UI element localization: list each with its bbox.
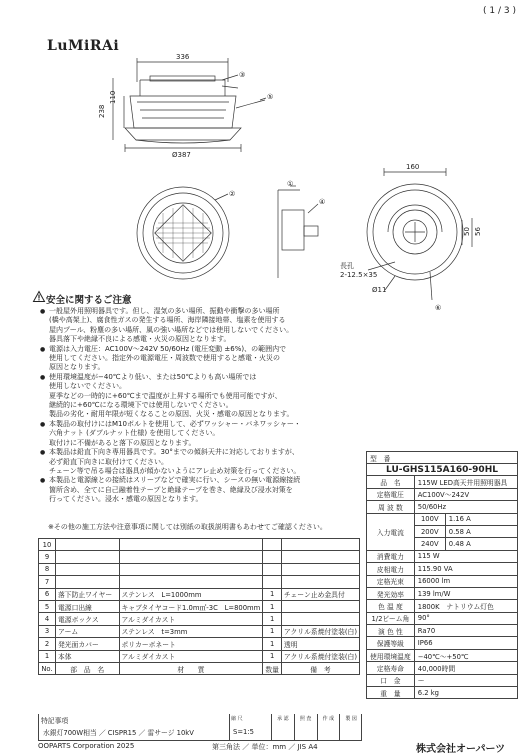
parts-qty: 1: [263, 638, 282, 650]
spec-key: 定格電圧: [367, 488, 415, 500]
parts-no: 5: [39, 600, 56, 612]
safety-line: 取付けに不備があると落下の原因となります。: [49, 438, 196, 447]
brand-logo: LuMiRAi: [47, 38, 120, 54]
spec-key: 品 名: [367, 476, 415, 488]
parts-row: [39, 650, 360, 662]
parts-mat: ステンレス L=1000mm: [119, 588, 263, 600]
parts-no: 1: [39, 650, 56, 662]
parts-name: 落下防止ワイヤー: [55, 588, 119, 600]
header-note: 備 考: [281, 662, 359, 674]
footer-standard: 第三角法 ／ 単位：mm ／ JIS A4: [212, 743, 318, 751]
safety-line: ● 本製品は鉛直下向き専用器具です。30°までの傾斜天井に対応しておりますが、: [40, 448, 360, 457]
spec-key: 皮相電力: [367, 563, 415, 575]
spec-key: 口 金: [367, 674, 415, 686]
parts-note: アクリル系焼付塗装(白): [281, 650, 359, 662]
parts-cell: [263, 563, 282, 575]
spec-value: −40℃〜+50℃: [414, 649, 517, 661]
parts-name: アーム: [55, 625, 119, 637]
parts-qty: 1: [263, 625, 282, 637]
spec-value: 40,000時間: [414, 662, 517, 674]
dim-50: 50: [463, 227, 471, 236]
parts-cell: [119, 563, 263, 575]
parts-qty: 1: [263, 650, 282, 662]
header-qty: 数量: [263, 662, 282, 674]
header-no: No.: [39, 662, 56, 674]
dim-336: 336: [176, 53, 190, 61]
parts-row: [39, 588, 360, 600]
parts-note: 透明: [281, 638, 359, 650]
parts-row: [39, 551, 360, 563]
spec-value: 115.90 VA: [414, 563, 517, 575]
safety-line: 使用してください。指定外の電源電圧・周波数で使用すると感電・火災の: [49, 354, 280, 363]
parts-cell: [55, 563, 119, 575]
spec-key: 消費電力: [367, 550, 415, 562]
special-notes-box: [38, 714, 362, 741]
dim-238: 238: [98, 104, 106, 118]
parts-no: 8: [39, 563, 56, 575]
parts-mat: キャブタイヤコード1.0m㎡-3C L=800mm: [119, 600, 263, 612]
parts-cell: [55, 551, 119, 563]
dim-56: 56: [474, 227, 482, 236]
spec-value: 16000 lm: [414, 575, 517, 587]
callout-3: ③: [239, 71, 246, 79]
spec-value: Ra70: [414, 625, 517, 637]
safety-line: (橋や高架上)、腐食性ガスの発生する場所、海岸隣接地帯、塩素を使用する: [49, 316, 286, 325]
safety-line: チェーン等で吊る場合は器具が傾かないようにアレ止め対策を行ってください。: [49, 466, 301, 475]
parts-row: [39, 613, 360, 625]
safety-line: 継続的に+60℃になる環境下では使用しないでください。: [49, 401, 233, 410]
callout-1: ①: [287, 180, 294, 188]
input-current-label: 入力電流: [367, 513, 415, 550]
spec-value: 1800K ナトリウム灯色: [414, 600, 517, 612]
parts-cell: [119, 551, 263, 563]
spec-key: 1/2ビーム角: [367, 612, 415, 624]
parts-cell: [119, 576, 263, 588]
spec-key: 使用環境温度: [367, 649, 415, 661]
parts-name: 本体: [55, 650, 119, 662]
parts-row: [39, 576, 360, 588]
safety-notes: [40, 307, 360, 505]
safety-title: 安全に関するご注意: [46, 295, 132, 306]
parts-no: 9: [39, 551, 56, 563]
parts-cell: [55, 576, 119, 588]
parts-cell: [281, 551, 359, 563]
hole-label-1: 長孔: [340, 262, 354, 270]
parts-cell: [263, 539, 282, 551]
spec-value: 50/60Hz: [414, 501, 517, 513]
spec-table: [366, 451, 518, 699]
parts-note: アクリル系焼付塗装(白): [281, 625, 359, 637]
parts-note: [281, 600, 359, 612]
parts-no: 2: [39, 638, 56, 650]
parts-no: 7: [39, 576, 56, 588]
parts-row: [39, 563, 360, 575]
parts-mat: ステンレス t=3mm: [119, 625, 263, 637]
spec-key: 重 量: [367, 687, 415, 699]
parts-row: [39, 638, 360, 650]
spec-key: 保護等級: [367, 637, 415, 649]
safety-line: 箇所含め、全てに自己融着性テープと絶縁テープを巻き、絶縁及び浸水対策を: [49, 485, 293, 494]
scale-value: S=1:5: [233, 728, 254, 736]
sign-approve: 承 認: [272, 714, 295, 740]
parts-no: 6: [39, 588, 56, 600]
parts-no: 4: [39, 613, 56, 625]
dim-110: 110: [109, 90, 117, 104]
amp-240: 0.48 A: [445, 538, 517, 550]
parts-cell: [281, 563, 359, 575]
parts-cell: [281, 576, 359, 588]
spec-value: 6.2 kg: [414, 687, 517, 699]
spec-value: AC100V〜242V: [414, 488, 517, 500]
parts-cell: [263, 576, 282, 588]
sign-draw: 製 図: [345, 716, 357, 722]
sign-check: 照 査: [295, 714, 318, 740]
safety-line: 必ず鉛直下向きに取付けてください。: [49, 457, 168, 466]
parts-cell: [263, 551, 282, 563]
parts-row: [39, 625, 360, 637]
spec-key: 発光効率: [367, 587, 415, 599]
parts-cell: [119, 539, 263, 551]
parts-mat: アルミダイカスト: [119, 650, 263, 662]
model-number: LU-GHS115A160-90HL: [367, 464, 518, 476]
parts-no: 3: [39, 625, 56, 637]
dim-11: Ø11: [372, 286, 387, 294]
spec-value: IP66: [414, 637, 517, 649]
safety-line: ● 本製品の取付けにはM10ボルトを使用して、必ずワッシャー・バネワッシャー・: [40, 420, 360, 429]
parts-cell: [281, 539, 359, 551]
spec-key: 周 波 数: [367, 501, 415, 513]
spec-key: 色 温 度: [367, 600, 415, 612]
volt-240: 240V: [414, 538, 445, 550]
safety-line: 六角ナット (ダブルナット仕様) を使用してください。: [49, 429, 220, 438]
safety-line: 使用しないでください。: [49, 382, 126, 391]
parts-row: [39, 600, 360, 612]
spec-value: 90°: [414, 612, 517, 624]
parts-note: [281, 613, 359, 625]
spec-value: 115W LED高天井用照明器具: [414, 476, 517, 488]
safety-line: 屋内プール、粉塵の多い場所、風の強い場所などでは使用しないでください。: [49, 325, 294, 334]
callout-6: ⑥: [435, 304, 442, 312]
safety-line: ● 電源は入力電圧：AC100V〜242V 50/60Hz (電圧変動 ±6%)、の範囲内で: [40, 345, 360, 354]
spec-value: 139 lm/W: [414, 587, 517, 599]
spec-value: 115 W: [414, 550, 517, 562]
parts-qty: 1: [263, 600, 282, 612]
parts-qty: 1: [263, 588, 282, 600]
model-label: 型 番: [367, 452, 518, 464]
parts-cell: [55, 539, 119, 551]
safety-line: 夏季などの一時的に+60℃まで温度が上昇する場所でも使用可能ですが、: [49, 391, 282, 400]
amp-100: 1.16 A: [445, 513, 517, 525]
spec-key: 定格光束: [367, 575, 415, 587]
parts-note: チェーン止め金具付: [281, 588, 359, 600]
safety-line: 行ってください。浸水・感電の原因となります。: [49, 495, 203, 504]
special-text: 水銀灯700W相当 ／ CISPR15 ／ 雷サージ 10kV: [43, 729, 194, 737]
callout-4: ④: [319, 198, 326, 206]
safety-line: ● 本製品と電源線との接続はスリーブなどで確実に行い、シースの無い電源線接続: [40, 476, 360, 485]
safety-line: 製品の劣化・耐用年限が短くなることの原因、火災・感電の原因となります。: [49, 410, 294, 419]
page-number: ( 1 / 3 ): [483, 6, 516, 16]
safety-line: ● 使用環境温度が−40℃より低い、または50℃よりも高い場所では: [40, 373, 360, 382]
parts-row: [39, 539, 360, 551]
volt-200: 200V: [414, 525, 445, 537]
parts-name: 電源口出線: [55, 600, 119, 612]
parts-mat: アルミダイカスト: [119, 613, 263, 625]
safety-line: ● 一般屋外用照明器具です。但し、湿気の多い場所、振動や衝撃の多い場所: [40, 307, 360, 316]
dim-387: Ø387: [172, 151, 191, 159]
spec-value: ー: [414, 674, 517, 686]
parts-mat: ポリカーボネート: [119, 638, 263, 650]
footer-copyright: OOPARTS Corporation 2025: [38, 742, 135, 750]
footer-company: 株式会社オーパーツ: [416, 744, 506, 755]
callout-2: ②: [229, 190, 236, 198]
scale-label: 縮 尺: [231, 716, 243, 722]
spec-key: 演 色 性: [367, 625, 415, 637]
warning-icon: [33, 291, 45, 302]
safety-line: 器具落下や絶縁不良による感電・火災の原因となります。: [49, 335, 231, 344]
sign-create: 作 成: [318, 714, 341, 740]
volt-100: 100V: [414, 513, 445, 525]
header-name: 部 品 名: [55, 662, 119, 674]
callout-5: ⑤: [267, 93, 274, 101]
parts-table: [38, 538, 360, 675]
safety-footnote: ※その他の施工方法や注意事項に関しては別紙の取扱説明書もあわせてご確認ください。: [48, 523, 327, 531]
header-material: 材 質: [119, 662, 263, 674]
parts-name: 発光面カバー: [55, 638, 119, 650]
amp-200: 0.58 A: [445, 525, 517, 537]
special-label: 特記事項: [41, 717, 69, 725]
spec-key: 定格寿命: [367, 662, 415, 674]
parts-no: 10: [39, 539, 56, 551]
safety-line: 原因となります。: [49, 363, 105, 372]
hole-label-2: 2-12.5×35: [340, 271, 378, 279]
parts-qty: 1: [263, 613, 282, 625]
parts-name: 電源ボックス: [55, 613, 119, 625]
dim-160: 160: [406, 163, 420, 171]
